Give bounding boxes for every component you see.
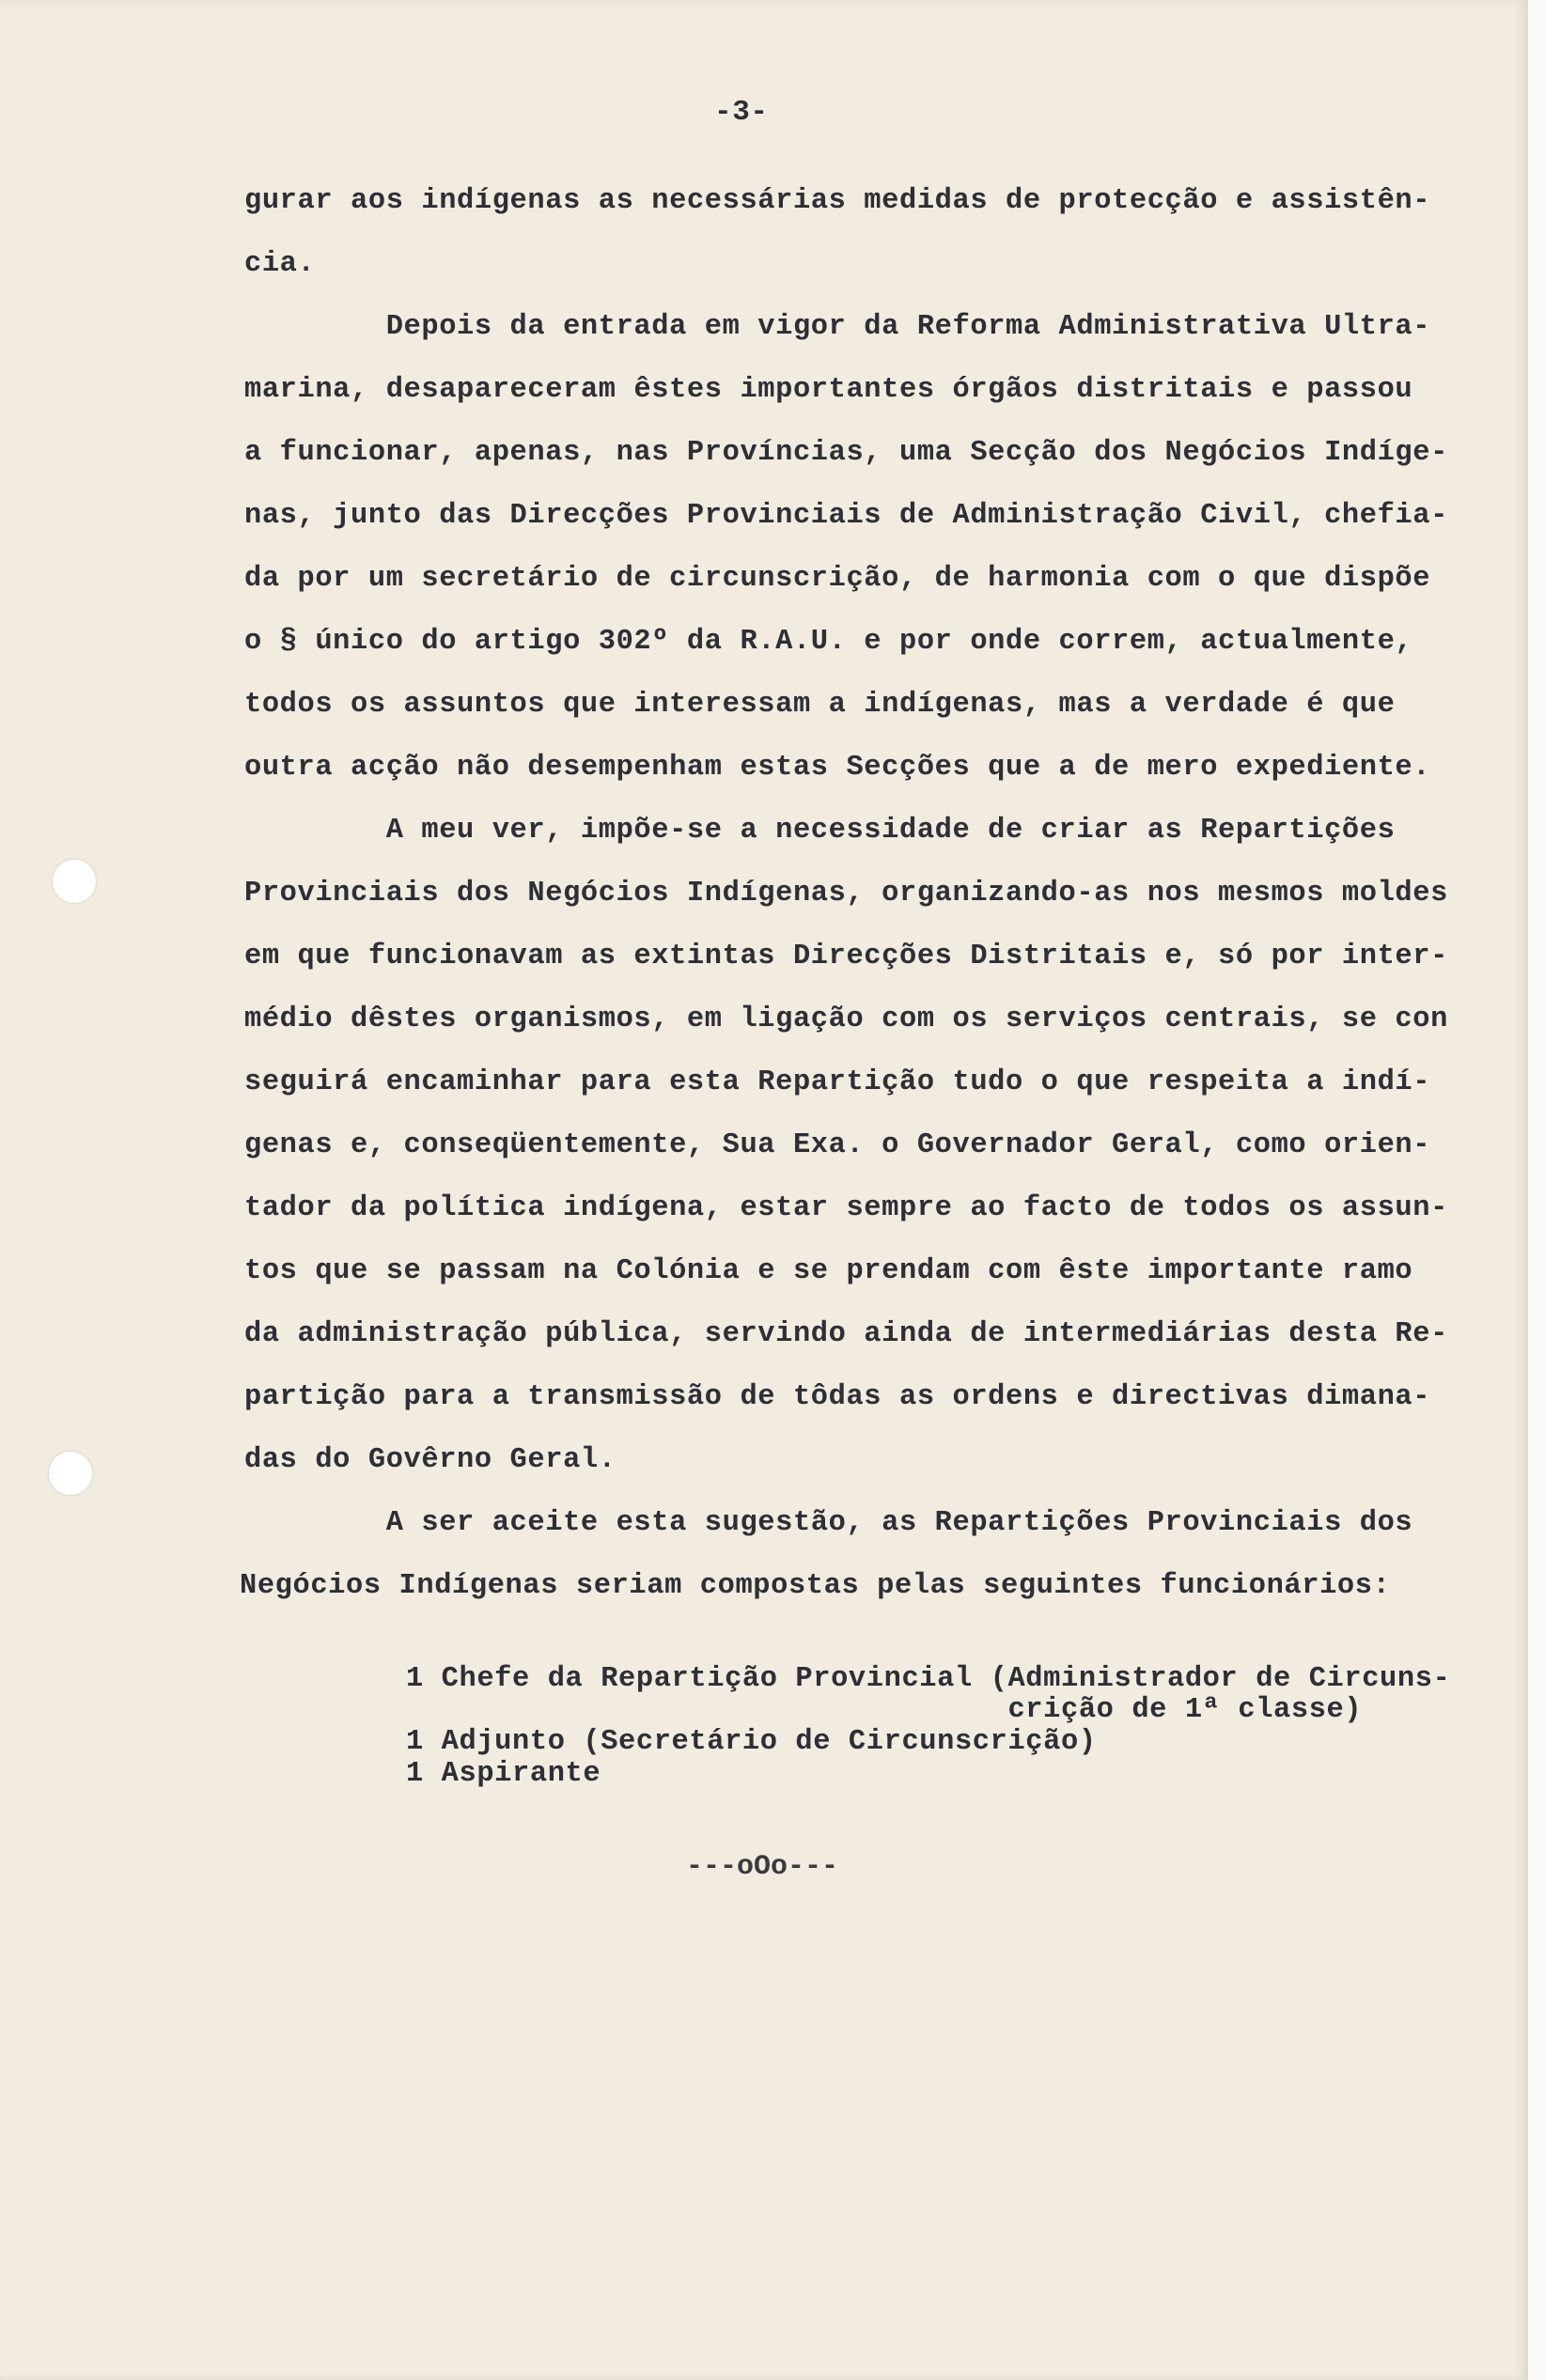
- body-line: Provinciais dos Negócios Indígenas, organizando-as nos mesmos moldes: [244, 878, 1448, 910]
- body-line: gurar aos indígenas as necessárias medidas de protecção e assistên-: [244, 185, 1431, 217]
- body-line: o § único do artigo 302º da R.A.U. e por onde correm, actualmente,: [244, 626, 1413, 658]
- body-line: A meu ver, impõe-se a necessidade de criar as Repartições: [244, 815, 1396, 847]
- body-line: A ser aceite esta sugestão, as Repartições Provinciais dos: [244, 1507, 1413, 1539]
- body-line: das do Govêrno Geral.: [244, 1444, 616, 1476]
- body-line: seguirá encaminhar para esta Repartição tudo o que respeita a indí-: [244, 1066, 1431, 1098]
- end-mark: ---oOo---: [686, 1851, 839, 1883]
- body-line: todos os assuntos que interessam a indígenas, mas a verdade é que: [244, 689, 1396, 721]
- page-edge: [1528, 0, 1545, 2380]
- body-line: genas e, conseqüentemente, Sua Exa. o Governador Geral, como orien-: [244, 1129, 1431, 1161]
- punch-hole: [53, 860, 96, 903]
- staff-list-item: 1 Adjunto (Secretário de Circunscrição): [406, 1726, 1097, 1758]
- body-line: partição para a transmissão de tôdas as ordens e directivas dimana-: [244, 1381, 1431, 1413]
- body-line: em que funcionavam as extintas Direcções Distritais e, só por inter-: [244, 941, 1448, 972]
- body-line: outra acção não desempenham estas Secções que a de mero expediente.: [244, 752, 1431, 784]
- staff-list-item: crição de 1ª classe): [406, 1694, 1363, 1726]
- body-line: da administração pública, servindo ainda de intermediárias desta Re-: [244, 1318, 1448, 1350]
- body-line: da por um secretário de circunscrição, de harmonia com o que dispõe: [244, 563, 1431, 595]
- body-line: cia.: [244, 248, 316, 280]
- body-line: a funcionar, apenas, nas Províncias, uma Secção dos Negócios Indíge-: [244, 437, 1448, 469]
- punch-hole: [49, 1452, 92, 1495]
- body-line: Negócios Indígenas seriam compostas pelas seguintes funcionários:: [240, 1570, 1391, 1602]
- staff-list-item: 1 Chefe da Repartição Provincial (Administrador de Circuns-: [406, 1663, 1451, 1695]
- page-number: -3-: [714, 96, 769, 129]
- body-line: Depois da entrada em vigor da Reforma Administrativa Ultra-: [244, 311, 1431, 343]
- staff-list-item: 1 Aspirante: [406, 1758, 601, 1790]
- body-line: nas, junto das Direcções Provinciais de Administração Civil, chefia-: [244, 500, 1448, 532]
- body-line: médio dêstes organismos, em ligação com os serviços centrais, se con: [244, 1003, 1448, 1035]
- body-line: marina, desapareceram êstes importantes órgãos distritais e passou: [244, 374, 1413, 406]
- body-line: tos que se passam na Colónia e se prendam com êste importante ramo: [244, 1255, 1413, 1287]
- body-line: tador da política indígena, estar sempre ao facto de todos os assun-: [244, 1192, 1448, 1224]
